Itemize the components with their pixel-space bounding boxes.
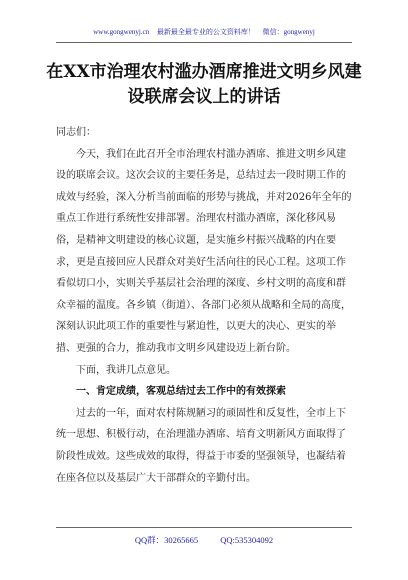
document-body [56, 122, 352, 489]
page-footer [0, 534, 408, 546]
paragraph-section-1: 过去的一年，面对农村陈规陋习的顽固性和反复性，全市上下统一思想、积极行动，在治理滥办酒席、培育文明新风方面取得了阶段性成效。这些成效的取得，得益于市委的坚强领导，也凝结着在座各位以及基层广大干部群众的辛勤付出。 [56, 407, 346, 484]
footer-divider [56, 527, 352, 528]
salutation: 同志们： [56, 127, 96, 138]
header-slogan: 最新最全最专业的公文资料库！ [156, 28, 255, 36]
paragraph-intro: 今天，我们在此召开全市治理农村滥办酒席、推进文明乡风建设的联席会议。这次会议的主要任务是，总结过去一段时期工作的成效与经验，深入分析当前面临的形势与挑战，并对2026年全年的重点工作进行系统性安排部署。治理农村滥办酒席，深化移风易俗，是精神文明建设的核心议题，是实施乡村振兴战略的内在要求，更是直接回应人民群众对美好生活向往的民心工程。这项工作看似切口小，实则关乎基层社会治理的深度、乡村文明的高度和群众幸福的温度。各乡镇（街道）、各部门必须从战略和全局的高度，深刻认识此项工作的重要性与紧迫性，以更大的决心、更实的举措、更强的合力，推动我市文明乡风建设迈上新台阶。 [56, 148, 352, 354]
footer-qq: QQ:535304092 [220, 535, 274, 545]
header-wechat: 微信：gongwenyj [262, 28, 315, 36]
document-title: 在XX市治理农村滥办酒席推进文明乡风建设联席会议上的讲话 [46, 62, 362, 107]
header-divider [56, 42, 352, 43]
header-site-link[interactable]: www.gongwenyj.cn [93, 28, 150, 36]
footer-qq-group: QQ群：30265665 [134, 535, 199, 545]
section-heading: 一、肯定成绩，客观总结过去工作中的有效探索 [76, 386, 286, 398]
page-header [0, 27, 408, 37]
paragraph-transition: 下面，我讲几点意见。 [76, 364, 176, 376]
